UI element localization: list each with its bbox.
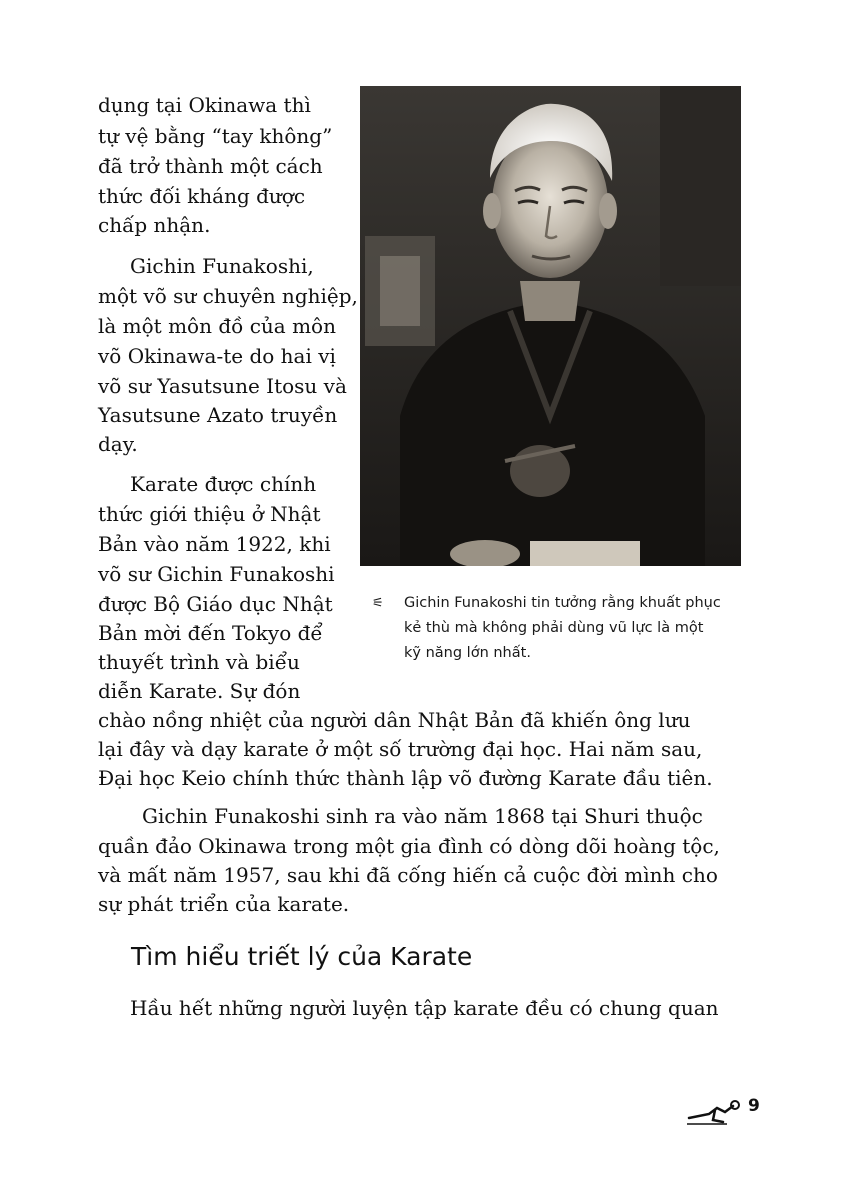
photo-caption [372,591,772,666]
paragraph-line: tự vệ bằng “tay không” [98,124,333,148]
section-heading: Tìm hiểu triết lý của Karate [131,942,473,971]
paragraph-line: dạy. [98,432,138,456]
paragraph-line: lại đây và dạy karate ở một số trường đại học. Hai năm sau, [98,737,703,761]
paragraph-line: dụng tại Okinawa thì [98,93,311,117]
caption-line: kỹ năng lớn nhất. [404,645,531,661]
caption-line: kẻ thù mà không phải dùng vũ lực là một [404,620,704,636]
paragraph-line: đã trở thành một cách [98,154,323,178]
paragraph-line: Gichin Funakoshi sinh ra vào năm 1868 tại Shuri thuộc [142,804,703,828]
paragraph-line: võ sư Gichin Funakoshi [98,562,335,586]
paragraph-line: diễn Karate. Sự đón [98,679,301,703]
paragraph-line: được Bộ Giáo dục Nhật [98,592,333,616]
paragraph-line: và mất năm 1957, sau khi đã cống hiến cả cuộc đời mình cho [98,863,718,887]
paragraph-line: võ sư Yasutsune Itosu và [98,374,347,398]
paragraph-line: thuyết trình và biểu [98,650,300,674]
paragraph-line: Yasutsune Azato truyền [98,403,338,427]
caption-bullet-icon: ⚟ [372,596,384,611]
karate-figure-icon [687,1098,745,1126]
paragraph-line: là một môn đồ của môn [98,314,336,338]
paragraph-line: sự phát triển của karate. [98,892,350,916]
paragraph-line: Gichin Funakoshi, [130,254,314,278]
paragraph-line: Karate được chính [130,472,317,496]
paragraph-line: Đại học Keio chính thức thành lập võ đường Karate đầu tiên. [98,766,713,790]
paragraph-line: Bản vào năm 1922, khi [98,532,331,556]
paragraph-line: Hầu hết những người luyện tập karate đều có chung quan [130,996,719,1020]
paragraph-line: một võ sư chuyên nghiệp, [98,284,358,308]
portrait-image [360,86,741,566]
paragraph-line: thức giới thiệu ở Nhật [98,502,321,526]
paragraph-line: chấp nhận. [98,213,211,237]
page-number: 9 [748,1096,760,1116]
paragraph-line: chào nồng nhiệt của người dân Nhật Bản đã khiến ông lưu [98,708,691,732]
paragraph-line: quần đảo Okinawa trong một gia đình có dòng dõi hoàng tộc, [98,834,720,858]
paragraph-line: thức đối kháng được [98,184,306,208]
portrait-photo [360,86,741,566]
caption-line: Gichin Funakoshi tin tưởng rằng khuất phục [404,595,721,611]
paragraph-line: Bản mời đến Tokyo để [98,621,323,645]
paragraph-line: võ Okinawa-te do hai vị [98,344,336,368]
